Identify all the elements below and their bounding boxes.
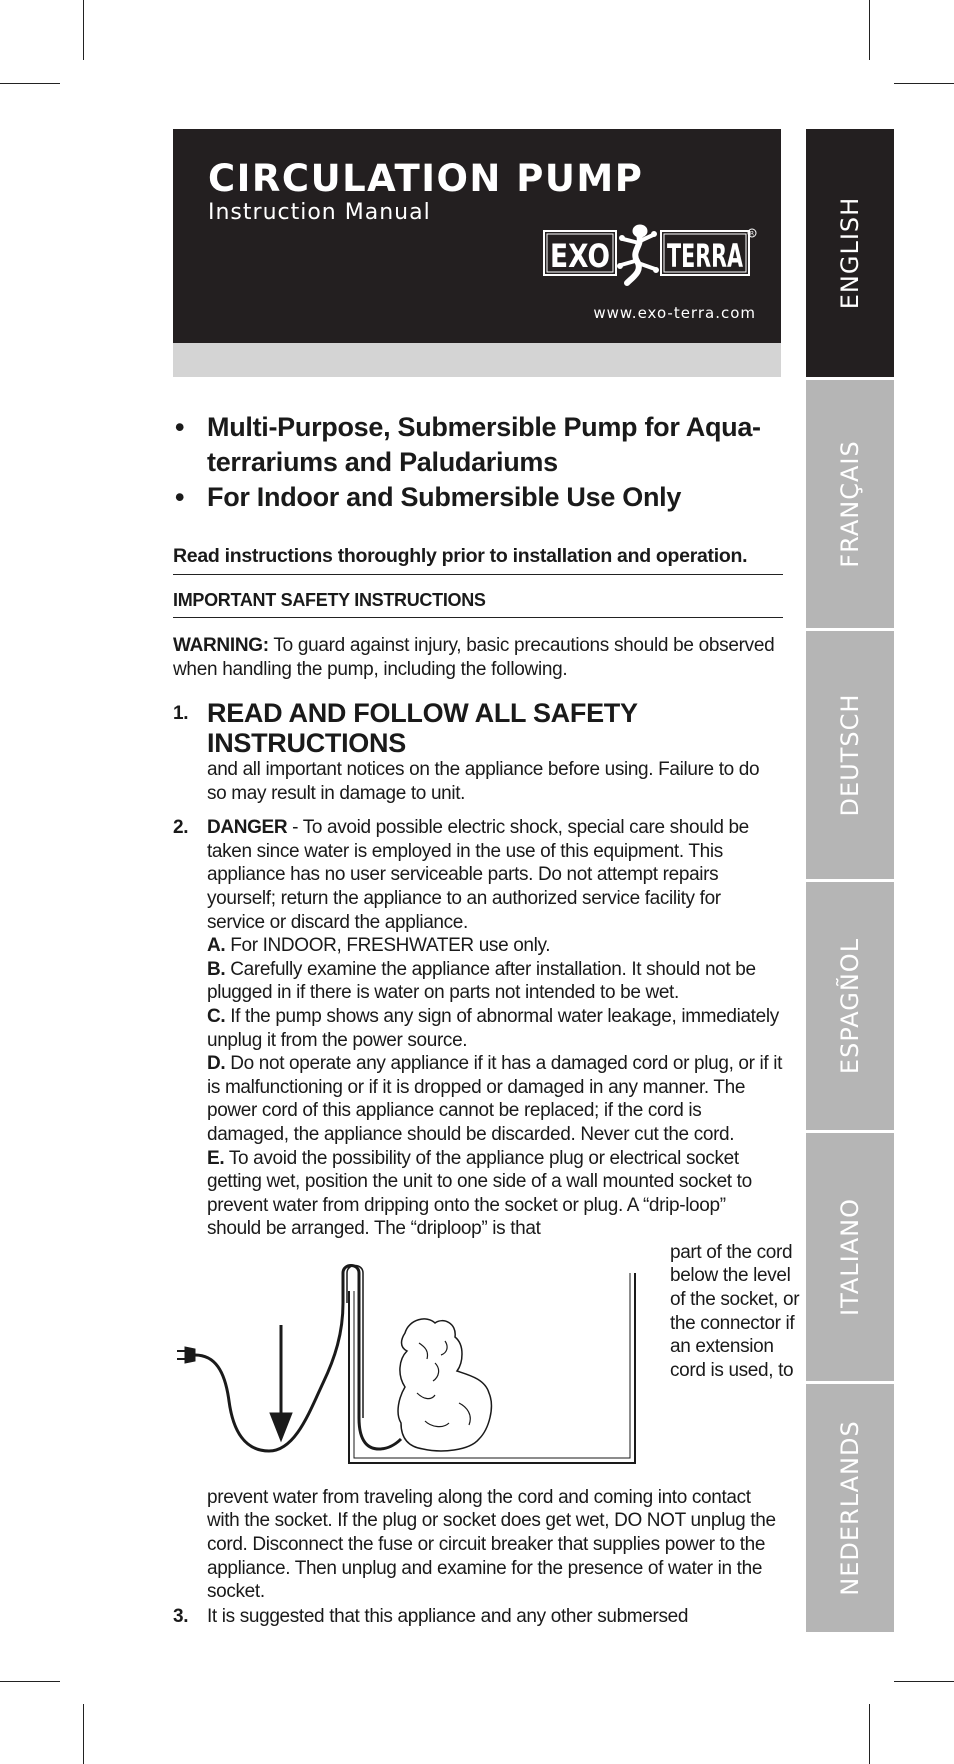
sub-item-c: C. If the pump shows any sign of abnormal water leakage, immediately unplug it from the power source. [207, 1005, 779, 1051]
warning-text: To guard against injury, basic precautions should be observed when handling the pump, including the following. [173, 635, 775, 680]
sub-item-e: E. To avoid the possibility of the appliance plug or electrical socket getting wet, position the unit to one side of a wall mounted socket to prevent water from dripping onto the socket or plug. A “drip-loop” should be arranged. The “driploop” is that [207, 1147, 752, 1240]
item-text: It is suggested that this appliance and any other submersed [207, 1605, 689, 1627]
tab-deutsch[interactable]: DEUTSCH [806, 631, 894, 879]
drip-loop-wrap-text: part of the cord below the level of the socket, or the connector if an extension cord is used, to [670, 1241, 800, 1381]
manual-header [173, 129, 781, 343]
tab-english[interactable]: ENGLISH [806, 129, 894, 377]
manual-body [173, 410, 800, 1628]
rock-decoration [398, 1319, 491, 1451]
feature-item: • Multi-Purpose, Submersible Pump for Aqua-terrariums and Paludariums [173, 410, 783, 480]
crop-mark [83, 0, 84, 60]
drip-loop-continued: prevent water from traveling along the cord and coming into contact with the socket. If the plug or socket does get wet, DO NOT unplug the cord. Disconnect the fuse or circuit breaker that supplies power to the appliance. Then unplug and examine for the presence of water in the socket. [207, 1486, 776, 1603]
danger-text: - To avoid possible electric shock, special care should be taken since water is employed in the use of this equipment. This appliance has no user serviceable parts. Do not attempt repairs yourself; return the appliance to an authorized service facility for service or discard the appliance. [207, 817, 749, 933]
manual-subtitle: Instruction Manual [208, 200, 431, 225]
arrow-down-icon [270, 1325, 292, 1441]
warning-paragraph [173, 634, 783, 682]
crop-mark [894, 1681, 954, 1682]
crop-mark [894, 83, 954, 84]
gecko-icon [618, 225, 659, 283]
item-heading: READ AND FOLLOW ALL SAFETY INSTRUCTIONS [207, 698, 638, 758]
language-tabs [806, 129, 894, 1633]
feature-item: • For Indoor and Submersible Use Only [173, 480, 783, 515]
svg-text:EXO: EXO [550, 237, 610, 275]
crop-mark [0, 83, 60, 84]
item-text: and all important notices on the appliance before using. Failure to do so may result in damage to unit. [207, 759, 760, 804]
read-notice: Read instructions thoroughly prior to installation and operation. [173, 545, 783, 575]
crop-mark [869, 1704, 870, 1764]
crop-mark [869, 0, 870, 60]
warning-label: WARNING: [173, 635, 269, 656]
website-url[interactable]: www.exo-terra.com [593, 304, 756, 322]
safety-heading: IMPORTANT SAFETY INSTRUCTIONS [173, 590, 783, 618]
tab-nederlands[interactable]: NEDERLANDS [806, 1384, 894, 1632]
header-strip [173, 343, 781, 377]
safety-item-1 [173, 698, 783, 805]
danger-paragraph [207, 816, 783, 934]
item-number: 2. [173, 817, 189, 839]
svg-text:R: R [749, 230, 755, 238]
safety-item-2 [173, 816, 800, 1604]
manual-title: CIRCULATION PUMP [208, 157, 644, 200]
crop-mark [0, 1681, 60, 1682]
tab-italiano[interactable]: ITALIANO [806, 1133, 894, 1381]
sub-item-a: A. For INDOOR, FRESHWATER use only. [207, 935, 551, 957]
tab-francais[interactable]: FRANÇAIS [806, 380, 894, 628]
svg-text:TERRA: TERRA [667, 237, 744, 275]
drip-loop-illustration [173, 1263, 653, 1473]
sub-item-d: D. Do not operate any appliance if it has a damaged cord or plug, or if it is malfunctioning or if it is dropped or damaged in any manner. The power cord of this appliance cannot be replaced; if the cord is damaged, the appliance should be discarded. Never cut the cord. [207, 1053, 783, 1145]
exo-terra-logo [543, 221, 757, 285]
drip-loop-section [207, 1241, 800, 1486]
sub-item-b: B. Carefully examine the appliance after installation. It should not be plugged in if there is water on parts not intended to be wet. [207, 958, 756, 1004]
feature-list [173, 410, 783, 515]
crop-mark [83, 1704, 84, 1764]
item-number: 3. [173, 1605, 189, 1627]
safety-item-3 [173, 1605, 783, 1629]
plug-icon [177, 1347, 195, 1363]
tab-espagnol[interactable]: ESPAGÑOL [806, 882, 894, 1130]
danger-label: DANGER [207, 817, 288, 839]
item-number: 1. [173, 703, 189, 724]
